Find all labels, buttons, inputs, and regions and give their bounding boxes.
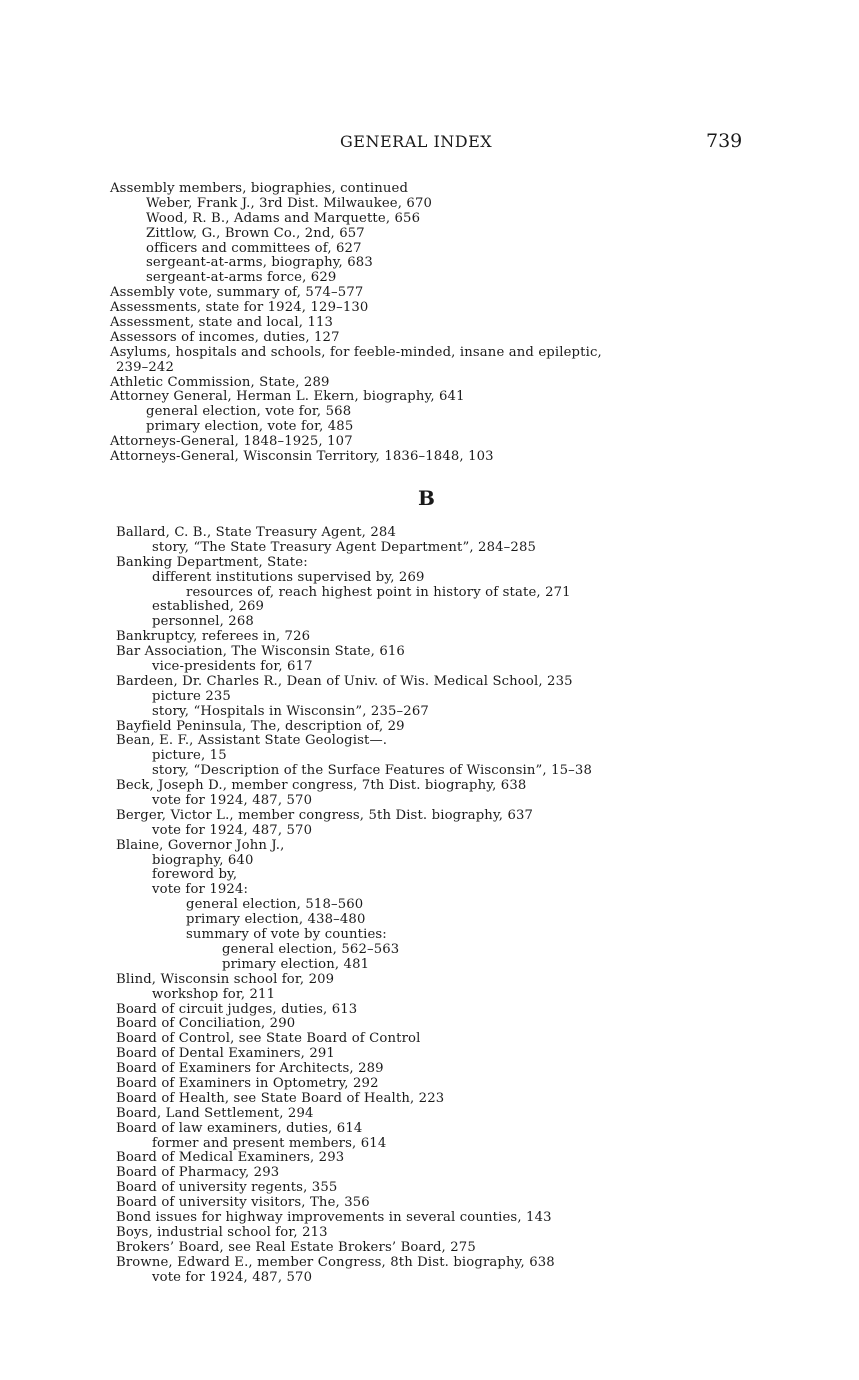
section-letter-b: B bbox=[418, 486, 435, 510]
index-section-a bbox=[0, 182, 859, 465]
index-entry: Assessment, state and local, 113 bbox=[110, 315, 334, 331]
index-subentry: different institutions supervised by, 269 bbox=[152, 569, 425, 585]
index-subentry: general election, 562–563 bbox=[222, 941, 400, 957]
index-entry: Assessors of incomes, duties, 127 bbox=[110, 329, 340, 345]
index-subentry: vote for 1924, 487, 570 bbox=[152, 1269, 313, 1285]
index-entry: Board of Conciliation, 290 bbox=[116, 1016, 296, 1032]
index-subentry: Weber, Frank J., 3rd Dist. Milwaukee, 670 bbox=[146, 195, 433, 211]
index-entry: Ballard, C. B., State Treasury Agent, 284 bbox=[116, 525, 396, 540]
index-entry: Board of Control, see State Board of Control bbox=[116, 1031, 421, 1047]
index-subentry: Wood, R. B., Adams and Marquette, 656 bbox=[146, 210, 421, 226]
index-entry: Attorneys-General, 1848–1925, 107 bbox=[110, 434, 353, 450]
index-subentry: vote for 1924: bbox=[152, 882, 249, 898]
index-entry: Boys, industrial school for, 213 bbox=[116, 1224, 328, 1240]
index-subentry: biography, 640 bbox=[152, 852, 254, 868]
index-entry: Attorneys-General, Wisconsin Territory, 1836–1848, 103 bbox=[110, 449, 494, 465]
page-title: GENERAL INDEX bbox=[340, 132, 493, 151]
index-entry: Board of Examiners in Optometry, 292 bbox=[116, 1075, 379, 1091]
index-entry: Board of circuit judges, duties, 613 bbox=[116, 1001, 358, 1017]
index-subentry: story, “The State Treasury Agent Department”, 284–285 bbox=[152, 539, 537, 555]
index-section-b bbox=[0, 526, 859, 1285]
index-subentry: primary election, 481 bbox=[222, 956, 370, 972]
index-entry: Bayfield Peninsula, The, description of, 29 bbox=[116, 718, 405, 734]
index-entry: Attorney General, Herman L. Ekern, biography, 641 bbox=[110, 389, 465, 405]
index-entry: Board of law examiners, duties, 614 bbox=[116, 1120, 363, 1136]
page-number: 739 bbox=[706, 130, 743, 152]
index-entry: Board of Health, see State Board of Health, 223 bbox=[116, 1090, 445, 1106]
index-entry: Browne, Edward E., member Congress, 8th Dist. biography, 638 bbox=[116, 1254, 555, 1270]
index-entry: Assessments, state for 1924, 129–130 bbox=[110, 300, 369, 316]
index-subentry: vote for 1924, 487, 570 bbox=[152, 822, 313, 838]
index-subentry: sergeant-at-arms, biography, 683 bbox=[146, 255, 373, 271]
index-entry: Board of university regents, 355 bbox=[116, 1180, 338, 1196]
index-subentry: story, “Description of the Surface Features of Wisconsin”, 15–38 bbox=[152, 763, 592, 779]
index-entry: Board of Medical Examiners, 293 bbox=[116, 1150, 345, 1166]
index-entry: Blind, Wisconsin school for, 209 bbox=[116, 971, 335, 987]
index-subentry: workshop for, 211 bbox=[152, 986, 276, 1002]
index-entry: Banking Department, State: bbox=[116, 554, 308, 570]
index-subentry: 239–242 bbox=[116, 359, 174, 375]
index-entry: Bar Association, The Wisconsin State, 616 bbox=[116, 644, 405, 660]
running-header bbox=[0, 132, 859, 154]
index-subentry: former and present members, 614 bbox=[152, 1135, 387, 1151]
index-entry: Assembly members, biographies, continued bbox=[110, 181, 409, 196]
index-entry: Assembly vote, summary of, 574–577 bbox=[110, 285, 364, 301]
index-subentry: officers and committees of, 627 bbox=[146, 240, 362, 256]
index-entry: Board of Pharmacy, 293 bbox=[116, 1165, 280, 1181]
index-entry: Board of Dental Examiners, 291 bbox=[116, 1046, 335, 1062]
index-entry: Board of Examiners for Architects, 289 bbox=[116, 1061, 384, 1077]
index-subentry: personnel, 268 bbox=[152, 614, 254, 630]
index-entry: Beck, Joseph D., member congress, 7th Dist. biography, 638 bbox=[116, 778, 527, 794]
index-entry: Bankruptcy, referees in, 726 bbox=[116, 629, 311, 645]
index-subentry: story, “Hospitals in Wisconsin”, 235–267 bbox=[152, 703, 429, 719]
index-entry: Board of university visitors, The, 356 bbox=[116, 1195, 370, 1211]
index-entry: Bond issues for highway improvements in several counties, 143 bbox=[116, 1209, 552, 1225]
index-subentry: picture 235 bbox=[152, 688, 231, 704]
index-subentry: foreword by, bbox=[152, 867, 238, 883]
index-subentry: sergeant-at-arms force, 629 bbox=[146, 270, 337, 286]
index-entry: Berger, Victor L., member congress, 5th Dist. biography, 637 bbox=[116, 807, 534, 823]
index-entry: Asylums, hospitals and schools, for feeble-minded, insane and epileptic, bbox=[110, 344, 602, 360]
index-subentry: vice-presidents for, 617 bbox=[152, 659, 313, 675]
index-subentry: established, 269 bbox=[152, 599, 265, 615]
index-subentry: Zittlow, G., Brown Co., 2nd, 657 bbox=[146, 225, 365, 241]
index-subentry: primary election, 438–480 bbox=[186, 912, 366, 928]
index-subentry: general election, vote for, 568 bbox=[146, 404, 352, 420]
index-subentry: resources of, reach highest point in history of state, 271 bbox=[186, 584, 571, 600]
index-entry: Bardeen, Dr. Charles R., Dean of Univ. of Wis. Medical School, 235 bbox=[116, 673, 573, 689]
index-subentry: picture, 15 bbox=[152, 748, 227, 764]
index-entry: Bean, E. F., Assistant State Geologist—. bbox=[116, 733, 388, 749]
index-subentry: summary of vote by counties: bbox=[186, 927, 387, 943]
index-subentry: primary election, vote for, 485 bbox=[146, 419, 354, 435]
index-subentry: vote for 1924, 487, 570 bbox=[152, 793, 313, 809]
index-entry: Athletic Commission, State, 289 bbox=[110, 374, 330, 390]
index-entry: Brokers’ Board, see Real Estate Brokers’ Board, 275 bbox=[116, 1239, 476, 1255]
index-entry: Board, Land Settlement, 294 bbox=[116, 1105, 314, 1121]
index-entry: Blaine, Governor John J., bbox=[116, 837, 285, 853]
index-subentry: general election, 518–560 bbox=[186, 897, 364, 913]
